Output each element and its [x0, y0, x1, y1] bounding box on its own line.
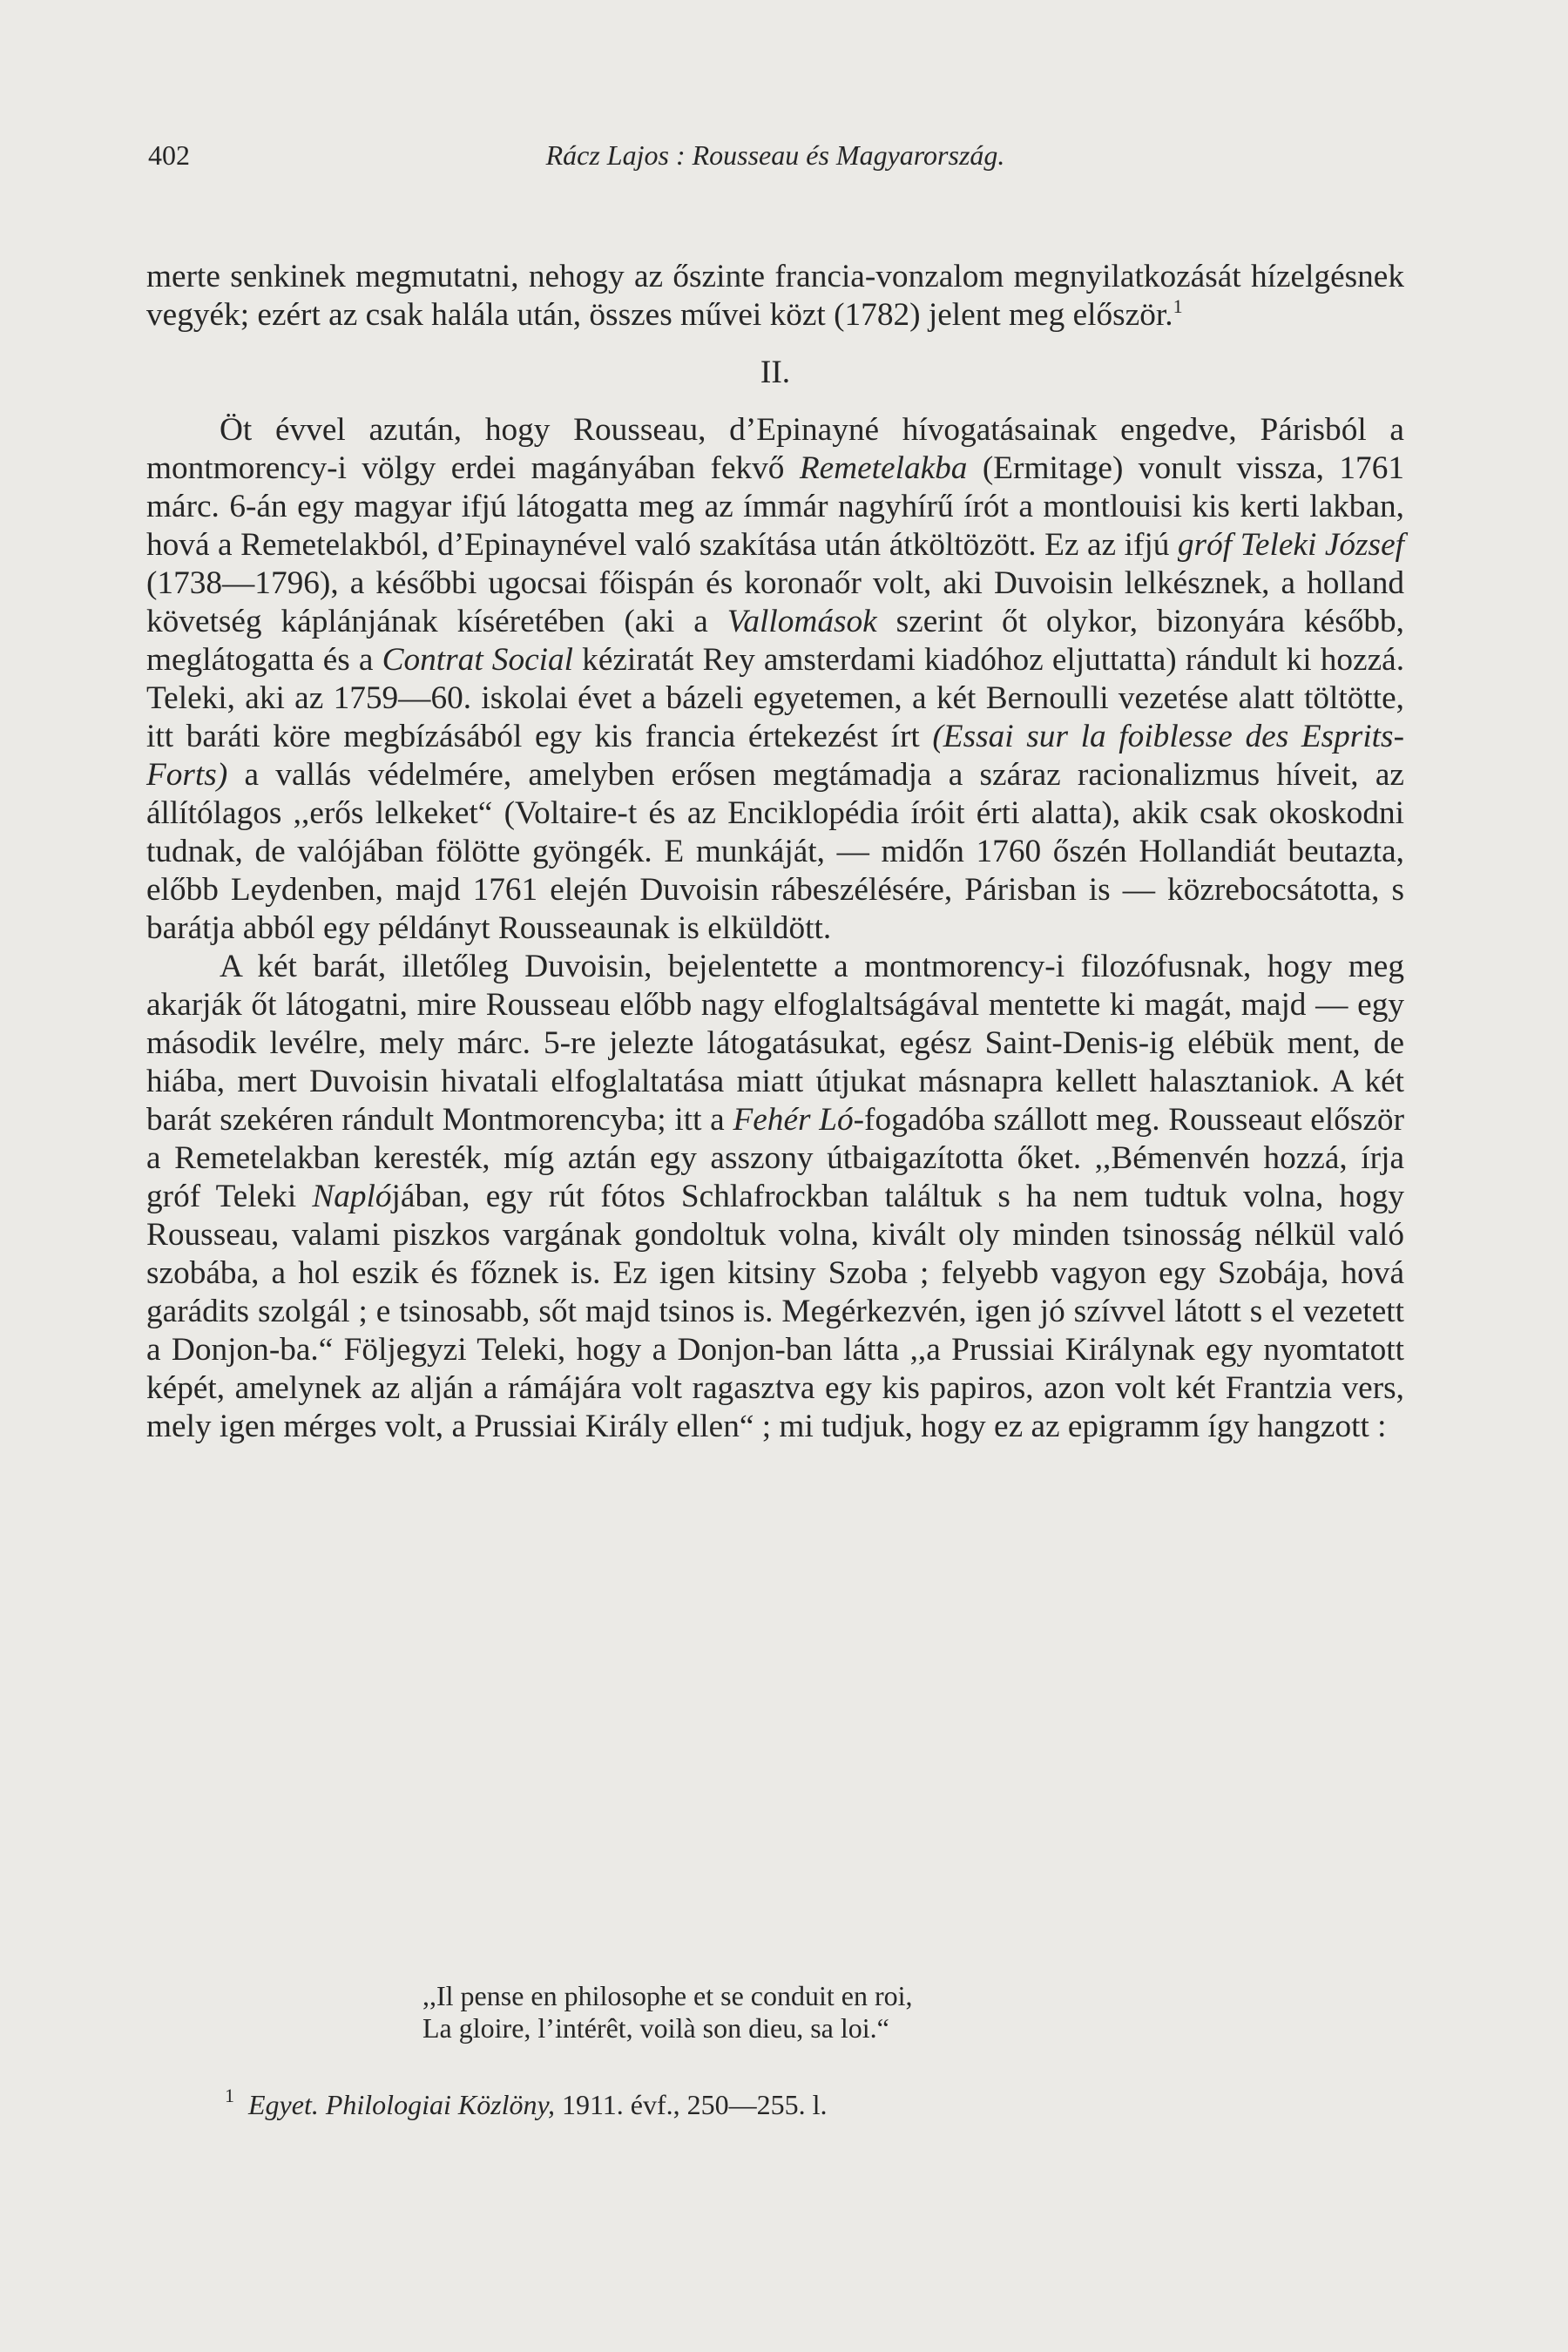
italic-run: Fehér Ló [733, 1102, 854, 1138]
paragraph-3 [146, 948, 1404, 1446]
text-run: a vallás védelmére, amelyben erősen megtámadja a száraz racionalizmus híveit, az állítólagos ,,erős lelkeket“ (Voltaire-t és az Enciklopédia íróit érti alatta), akik csak okoskodni tudnak, de valójában fölötte gyöngék. E munkáját, — midőn 1760 őszén Hollandiát beutazta, előbb Leydenben, majd 1761 elején Duvoisin rábeszélésére, Párisban is — közrebocsátotta, s barátja abból egy példányt Rousseaunak is elküldött. [146, 757, 1404, 946]
italic-run: gróf Teleki József [1177, 527, 1404, 563]
italic-run: Contrat Social [382, 642, 574, 678]
text-run: (1738—1796), a későbbi ugocsai főispán és koronaőr volt, aki Duvoisin lelkésznek, a holland követség káplánjának kíséretében (aki a [146, 565, 1404, 639]
quote-line-2: La gloire, l’intérêt, voilà son dieu, sa loi.“ [422, 2012, 889, 2044]
opening-paragraph-text: merte senkinek megmutatni, nehogy az őszinte francia-vonzalom megnyilatkozását hízelgésnek vegyék; ezért az csak halála után, összes művei közt (1782) jelent meg először. [146, 259, 1404, 333]
running-title: Rácz Lajos : Rousseau és Magyarország. [545, 139, 1005, 171]
text-run: -fogadóba szállott meg. Rousseaut először a Remetelakban keresték, míg aztán egy asszony útbaigazította őket. ,,Bémenvén hozzá, írja gróf Teleki [146, 1102, 1404, 1214]
text-run: jában, egy rút fótos Schlafrockban találtuk s ha nem tudtuk volna, hogy Rousseau, valami piszkos vargának gondoltuk volna, kivált oly minden tsinosság nélkül való szobába, a hol eszik és főznek is. Ez igen kitsiny Szoba ; felyebb vagyon egy Szobája, hová garádits szolgál ; e tsinosabb, sőt majd tsinos is. Megérkezvén, igen jó szívvel látott s el vezetett a Donjon-ba.“ Följegyzi Teleki, hogy a Donjon-ban látta ,,a Prussiai Királynak egy nyomtatott képét, amelynek az alján a rámájára volt ragasztva egy kis papiros, azon volt két Frantzia vers, mely igen mérges volt, a Prussiai Király ellen“ ; mi tudjuk, hogy ez az epigramm így hangzott : [146, 1179, 1404, 1444]
italic-run: Napló [312, 1179, 392, 1214]
main-text [146, 258, 1404, 1446]
section-heading: II. [760, 355, 791, 390]
footnote-rest: 1911. évf., 250—255. l. [554, 2089, 828, 2120]
italic-run: (Essai sur la foiblesse des Esprits-Forts) [146, 719, 1404, 793]
epigram-quote [422, 1980, 913, 2044]
footnote-reference: 1 [1173, 295, 1183, 317]
footnote-marker: 1 [225, 2085, 234, 2106]
text-run: (Ermitage) vonult vissza, 1761 márc. 6-án egy magyar ifjú látogatta meg az ímmár nagyhírű írót a montlouisi kis kerti lakban, hová a Remetelakból, d’Epinaynével való szakítása után átköltözött. Ez az ifjú [146, 450, 1404, 563]
paragraph-2 [146, 411, 1404, 948]
italic-run: Remetelakba [799, 450, 968, 486]
footnote [225, 2087, 828, 2122]
quote-line-1: ,,Il pense en philosophe et se conduit en roi, [422, 1980, 913, 2011]
opening-paragraph [146, 258, 1404, 335]
text-run: Öt évvel azután, hogy Rousseau, d’Epinayné hívogatásainak engedve, Párisból a montmorency-i völgy erdei magányában fekvő [146, 412, 1404, 486]
text-run: kéziratát Rey amsterdami kiadóhoz eljuttatta) rándult ki hozzá. Teleki, aki az 1759—60. iskolai évet a bázeli egyetemen, a két Bernoulli vezetése alatt töltötte, itt baráti köre megbízásából egy kis francia értekezést írt [146, 642, 1405, 754]
page-header [148, 138, 1402, 172]
text-run: szerint őt olykor, bizonyára később, meglátogatta és a [146, 604, 1405, 678]
page-number: 402 [148, 139, 190, 171]
footnote-source: Egyet. Philologiai Közlöny, [248, 2089, 555, 2120]
text-run: A két barát, illetőleg Duvoisin, bejelentette a montmorency-i filozófusnak, hogy meg akarják őt látogatni, mire Rousseau előbb nagy elfoglaltságával mentette ki magát, majd — egy második levélre, mely márc. 5-re jelezte látogatásukat, egész Saint-Denis-ig elébük ment, de hiába, mert Duvoisin hivatali elfoglaltatása miatt útjukat másnapra kellett halasztaniok. A két barát szekéren rándult Montmorencyba; itt a [146, 949, 1404, 1138]
italic-run: Vallomások [727, 604, 877, 639]
